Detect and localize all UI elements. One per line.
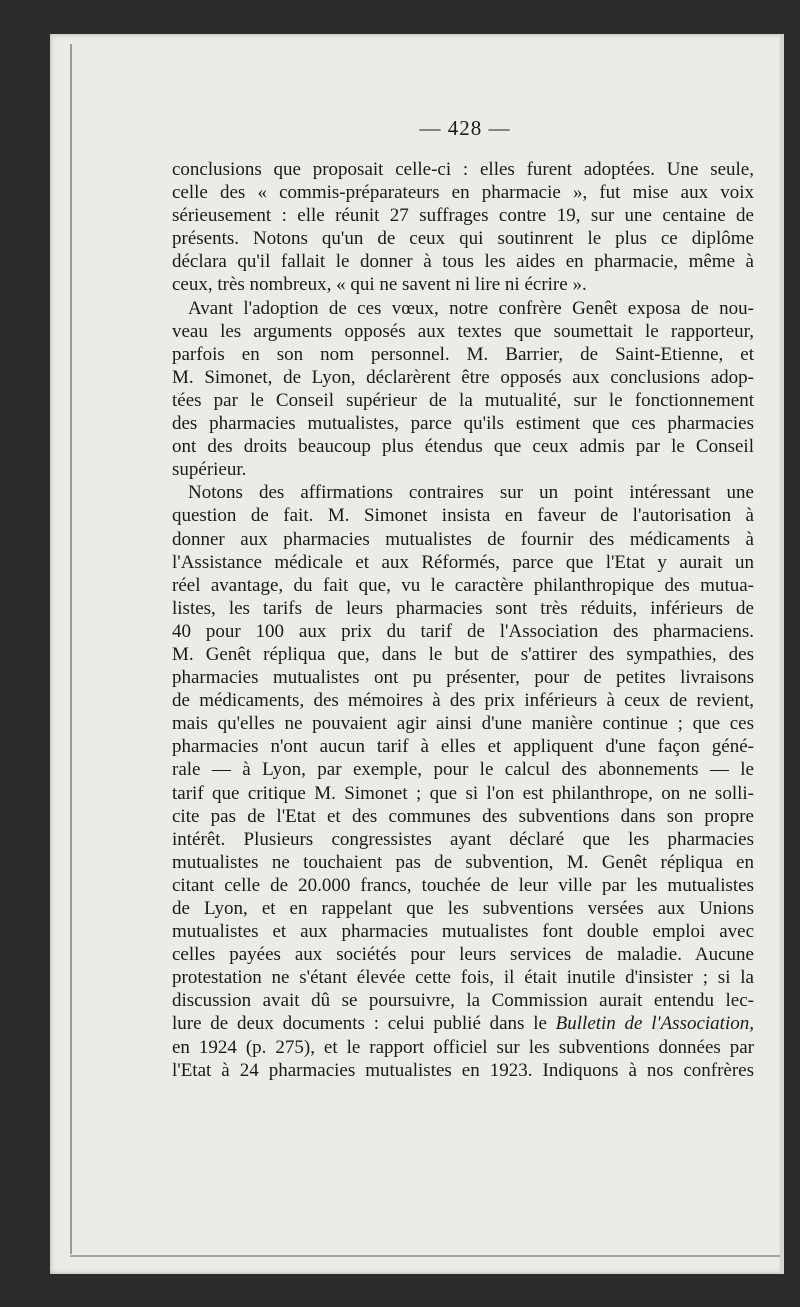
text-segment: lure de deux documents : celui publié dans le [172,1013,556,1035]
text-line: de médicaments, des mémoires à des prix inférieurs à ceux de revient, [172,690,754,712]
text-line: présents. Notons qu'un de ceux qui soutinrent le plus ce diplôme [172,228,754,250]
paragraph-2 [172,297,754,482]
paragraph-3 [172,481,754,1081]
text-line: listes, les tarifs de leurs pharmacies sont très réduits, inférieurs de [172,597,754,619]
text-line: réel avantage, du fait que, vu le caractère philanthropique des mutua- [172,574,754,596]
text-line: mais qu'elles ne pouvaient agir ainsi d'une manière continue ; que ces [172,713,754,735]
text-line: cite pas de l'Etat et des communes des subventions dans son propre [172,805,754,827]
text-line: pharmacies n'ont aucun tarif à elles et appliquent d'une façon géné- [172,736,754,758]
text-line: veau les arguments opposés aux textes que soumettait le rapporteur, [172,320,754,342]
text-line: rale — à Lyon, par exemple, pour le calcul des abonnements — le [172,759,754,781]
text-line: supérieur. [172,459,247,481]
text-line: celle des « commis-préparateurs en pharmacie », fut mise aux voix [172,182,754,204]
body-text [172,158,754,1082]
text-line: discussion avait dû se poursuivre, la Commission aurait entendu lec- [172,990,754,1012]
text-line: l'Assistance médicale et aux Réformés, parce que l'Etat y aurait un [172,551,754,573]
page-number: — 428 — [419,116,511,140]
text-line: sérieusement : elle réunit 27 suffrages contre 19, sur une centaine de [172,205,754,227]
text-line: mutualistes et aux pharmacies mutualistes font double emploi avec [172,921,754,943]
text-line: protestation ne s'étant élevée cette fois, il était inutile d'insister ; si la [172,967,754,989]
page-bottom-border-rule [70,1255,780,1257]
text-line: tarif que critique M. Simonet ; que si l'on est philanthrope, on ne solli- [172,782,754,804]
text-line: déclara qu'il fallait le donner à tous les aides en pharmacie, même à [172,251,754,273]
text-line: M. Genêt répliqua que, dans le but de s'attirer des sympathies, des [172,643,754,665]
text-line: citant celle de 20.000 francs, touchée de leur ville par les mutualistes [172,874,754,896]
text-line-with-italic [172,1012,754,1035]
text-line: parfois en son nom personnel. M. Barrier, de Saint-Etienne, et [172,343,754,365]
text-line: mutualistes ne touchaient pas de subvention, M. Genêt répliqua en [172,851,754,873]
text-line: intérêt. Plusieurs congressistes ayant déclaré que les pharmacies [172,828,754,850]
text-line: donner aux pharmacies mutualistes de fournir des médicaments à [172,528,754,550]
text-line: question de fait. M. Simonet insista en faveur de l'autorisation à [172,505,754,527]
text-line: conclusions que proposait celle-ci : elles furent adoptées. Une seule, [172,159,754,180]
text-line: 40 pour 100 aux prix du tarif de l'Association des pharmaciens. [172,620,754,642]
text-line: en 1924 (p. 275), et le rapport officiel sur les subventions données par [172,1036,754,1058]
text-line: celles payées aux sociétés pour leurs services de maladie. Aucune [172,944,754,966]
text-line: Notons des affirmations contraires sur un point intéressant une [188,482,754,504]
text-line: pharmacies mutualistes ont pu présenter, pour de petites livraisons [172,667,754,689]
page-left-border-rule [70,44,72,1254]
italic-title: Bulletin de l'Association, [555,1013,754,1035]
paragraph-1 [172,158,754,297]
page-right-edge [780,34,784,1274]
text-line: tées par le Conseil supérieur de la mutualité, sur le fonctionnement [172,389,754,411]
text-line: ont des droits beaucoup plus étendus que ceux admis par le Conseil [172,436,754,458]
text-line: M. Simonet, de Lyon, déclarèrent être opposés aux conclusions adop- [172,366,754,388]
text-line: ceux, très nombreux, « qui ne savent ni lire ni écrire ». [172,274,587,296]
text-line: Avant l'adoption de ces vœux, notre confrère Genêt exposa de nou- [188,297,754,319]
text-line: de Lyon, et en rappelant que les subventions versées aux Unions [172,898,754,919]
text-line: l'Etat à 24 pharmacies mutualistes en 1923. Indiquons à nos confrères [172,1059,754,1081]
text-line: des pharmacies mutualistes, parce qu'ils estiment que ces pharmacies [172,413,754,435]
